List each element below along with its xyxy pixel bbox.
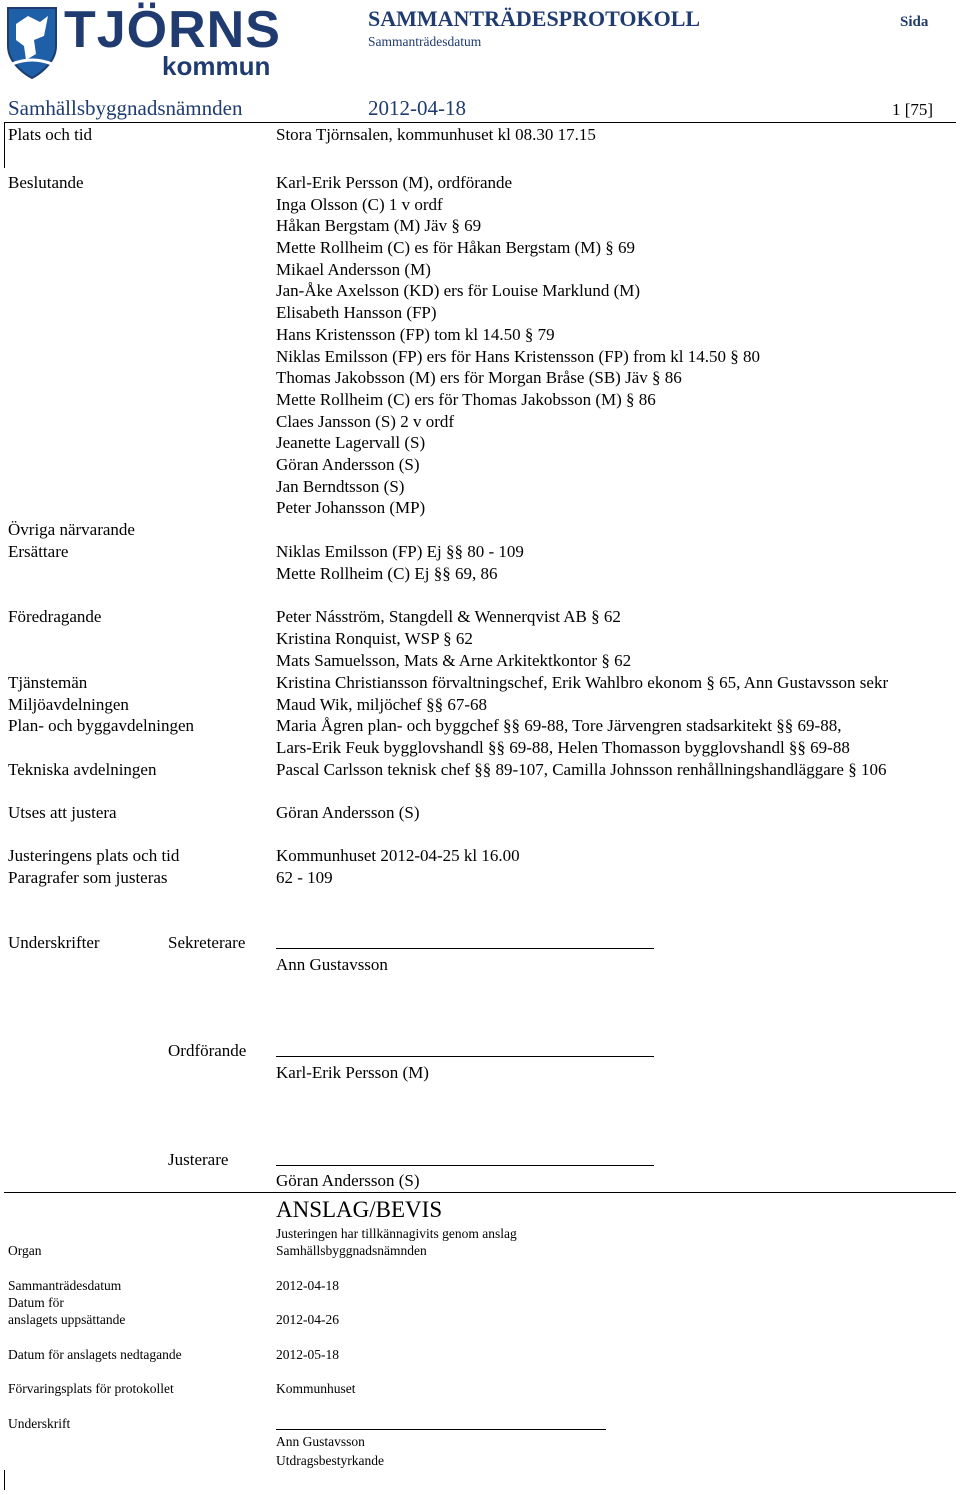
- member: Håkan Bergstam (M) Jäv § 69: [276, 216, 482, 236]
- nedtagande-value: 2012-05-18: [276, 1347, 339, 1362]
- uppsattande-label-1: Datum för: [8, 1295, 64, 1310]
- member: Mikael Andersson (M): [276, 259, 431, 279]
- document-title: SAMMANTRÄDESPROTOKOLL: [368, 6, 701, 31]
- organ-label: Organ: [8, 1243, 42, 1258]
- tjansteman-label: Tjänstemän: [8, 673, 88, 692]
- member: Claes Jansson (S) 2 v ordf: [276, 411, 455, 431]
- member: Hans Kristensson (FP) tom kl 14.50 § 79: [276, 324, 555, 344]
- organ-value: Samhällsbyggnadsnämnden: [276, 1243, 427, 1258]
- foredragande-label: Föredragande: [8, 607, 102, 626]
- sekreterare-signature-line: [276, 948, 654, 949]
- underskrift-name: Ann Gustavsson: [276, 1434, 365, 1449]
- document-subtitle: Sammanträdesdatum: [368, 34, 482, 49]
- committee-name: Samhällsbyggnadsnämnden: [8, 96, 243, 120]
- justerare-signature-line: [276, 1165, 654, 1166]
- member: Inga Olsson (C) 1 v ordf: [276, 194, 443, 214]
- member: Thomas Jakobsson (M) ers för Morgan Bråse (SB) Jäv § 86: [276, 368, 682, 388]
- page-number: 1 [75]: [892, 100, 934, 119]
- ordforande-name: Karl-Erik Persson (M): [276, 1063, 429, 1082]
- plan-line2: Lars-Erik Feuk bygglovshandl §§ 69-88, Helen Thomasson bygglovshandl §§ 69-88: [276, 738, 850, 757]
- ersattare-line: Mette Rollheim (C) Ej §§ 69, 86: [276, 564, 498, 583]
- underskrift-label: Underskrift: [8, 1416, 71, 1431]
- foredragande-line: Mats Samuelsson, Mats & Arne Arkitektkontor § 62: [276, 651, 632, 670]
- plats-label: Plats och tid: [8, 125, 93, 144]
- member: Mette Rollheim (C) es för Håkan Bergstam (M) § 69: [276, 238, 635, 258]
- beslutande-label: Beslutande: [8, 173, 84, 192]
- member: Karl-Erik Persson (M), ordförande: [276, 173, 513, 192]
- ovriga-label: Övriga närvarande: [8, 520, 135, 539]
- anslag-divider: [4, 1192, 956, 1193]
- justerare-label: Justerare: [168, 1150, 229, 1169]
- underskrifter-label: Underskrifter: [8, 933, 100, 952]
- sekreterare-name: Ann Gustavsson: [276, 955, 388, 974]
- tekniska-value: Pascal Carlsson teknisk chef §§ 89-107, Camilla Johnsson renhållningshandläggare § 106: [276, 760, 887, 779]
- member: Jan-Åke Axelsson (KD) ers för Louise Marklund (M): [276, 281, 641, 301]
- plan-line1: Maria Ågren plan- och byggchef §§ 69-88, Tore Järvengren stadsarkitekt §§ 69-88,: [276, 716, 842, 735]
- ordforande-label: Ordförande: [168, 1041, 247, 1060]
- logo-wordmark: TJÖRNS: [64, 1, 281, 59]
- ersattare-line: Niklas Emilsson (FP) Ej §§ 80 - 109: [276, 542, 524, 561]
- bottom-margin-line: [4, 1470, 5, 1490]
- utses-value: Göran Andersson (S): [276, 803, 420, 822]
- sammantradesdatum-label: Sammanträdesdatum: [8, 1278, 122, 1293]
- miljo-label: Miljöavdelningen: [8, 695, 129, 714]
- member: Jeanette Lagervall (S): [276, 433, 426, 453]
- anslag-note: Justeringen har tillkännagivits genom anslag: [276, 1226, 517, 1241]
- member: Elisabeth Hansson (FP): [276, 303, 437, 323]
- justeringens-value: Kommunhuset 2012-04-25 kl 16.00: [276, 846, 520, 865]
- sammantradesdatum-value: 2012-04-18: [276, 1278, 339, 1293]
- uppsattande-value: 2012-04-26: [276, 1312, 339, 1327]
- member: Peter Johansson (MP): [276, 498, 426, 518]
- meeting-date: 2012-04-18: [368, 96, 466, 120]
- plats-value: Stora Tjörnsalen, kommunhuset kl 08.30 17.15: [276, 125, 596, 144]
- left-margin-line: [4, 122, 5, 168]
- ordforande-signature-line: [276, 1056, 654, 1057]
- sekreterare-label: Sekreterare: [168, 933, 246, 952]
- forvaring-value: Kommunhuset: [276, 1381, 356, 1396]
- justerare-name: Göran Andersson (S): [276, 1171, 420, 1190]
- tjansteman-value: Kristina Christiansson förvaltningschef, Erik Wahlbro ekonom § 65, Ann Gustavsson sekr: [276, 673, 889, 692]
- anslag-title: ANSLAG/BEVIS: [276, 1197, 443, 1222]
- logo-subtitle: kommun: [162, 51, 271, 81]
- foredragande-line: Kristina Ronquist, WSP § 62: [276, 629, 473, 648]
- beslutande-list: [276, 172, 760, 519]
- header-divider: [4, 122, 956, 123]
- paragrafer-label: Paragrafer som justeras: [8, 868, 168, 887]
- nedtagande-label: Datum för anslagets nedtagande: [8, 1347, 182, 1362]
- member: Niklas Emilsson (FP) ers för Hans Kristensson (FP) from kl 14.50 § 80: [276, 346, 761, 366]
- justeringens-label: Justeringens plats och tid: [8, 846, 180, 865]
- member: Göran Andersson (S): [276, 454, 420, 474]
- miljo-value: Maud Wik, miljöchef §§ 67-68: [276, 695, 487, 714]
- plan-label: Plan- och byggavdelningen: [8, 716, 195, 735]
- member: Mette Rollheim (C) ers för Thomas Jakobsson (M) § 86: [276, 389, 656, 409]
- member: Jan Berndtsson (S): [276, 476, 405, 496]
- tekniska-label: Tekniska avdelningen: [8, 760, 157, 779]
- forvaring-label: Förvaringsplats för protokollet: [8, 1381, 174, 1396]
- foredragande-line: Peter Násström, Stangdell & Wennerqvist AB § 62: [276, 607, 621, 626]
- sida-label: Sida: [900, 14, 929, 30]
- underskrift-role: Utdragsbestyrkande: [276, 1453, 384, 1468]
- utses-label: Utses att justera: [8, 803, 117, 822]
- paragrafer-value: 62 - 109: [276, 868, 333, 887]
- underskrift-signature-line: [276, 1429, 606, 1430]
- uppsattande-label-2: anslagets uppsättande: [8, 1312, 126, 1327]
- ersattare-label: Ersättare: [8, 542, 69, 561]
